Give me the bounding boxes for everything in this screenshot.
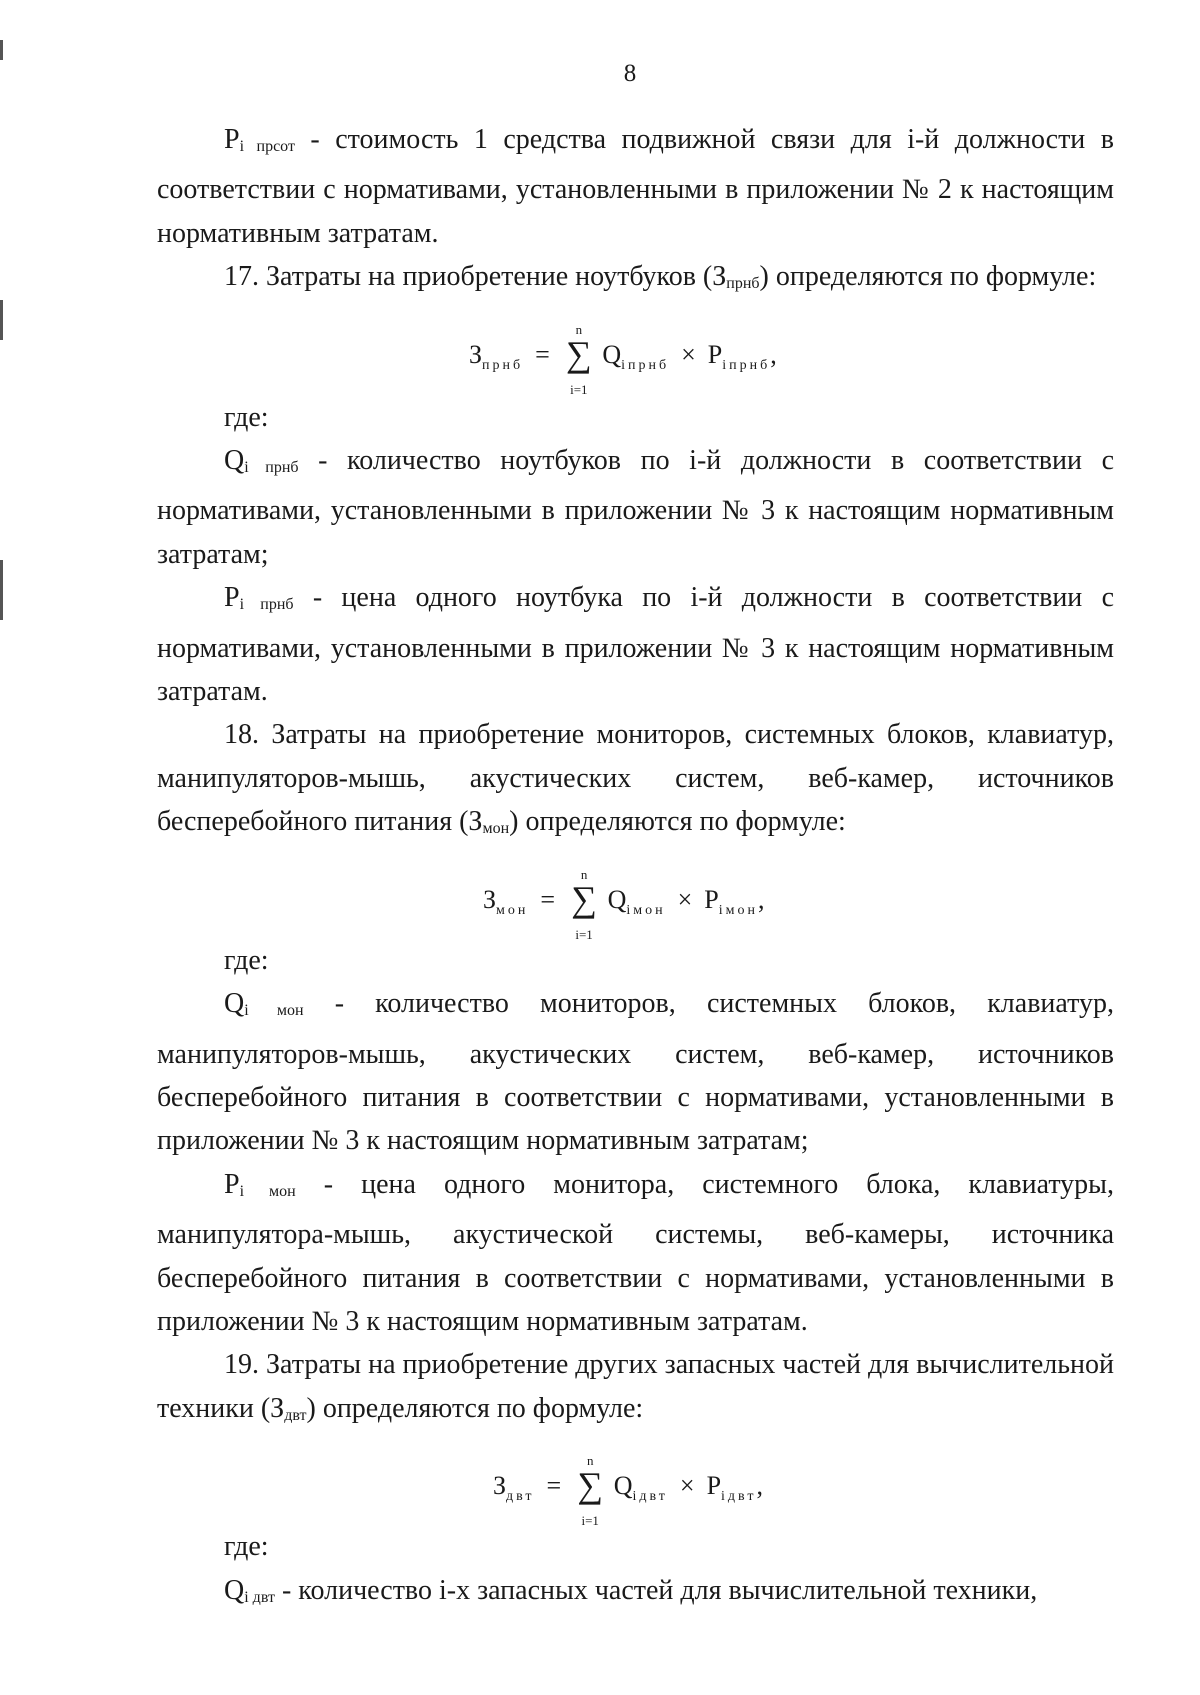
sum-symbol: n ∑ i=1 [571,866,597,942]
symbol: P [224,124,240,155]
formula-monitors: $З_{мон}$ = n ∑ i=1 $Q_{iмон} \times P_{iмон}$, [483,866,765,942]
scan-edge-mark-middle [0,300,3,340]
document-body [157,118,1114,1619]
cost-subscript: мон [482,820,510,838]
paragraph-19: 19. Затраты на приобретение других запасных частей для вычислительной техники $(З_{двт})$ определяются по формуле: [157,1349,1114,1424]
scan-edge-mark-lower [0,560,3,620]
sum-symbol: n ∑ i=1 [577,1453,604,1529]
page-number: 8 [623,60,637,87]
paragraph-p-prsot [157,118,1114,255]
formula-laptops: $З_{прнб}$ = n ∑ i=1 $Q_{iпрнб} \times P_{iпрнб}$, [469,321,777,397]
where-label-3: где: [224,1531,269,1563]
cost-subscript: прнб [726,275,760,293]
where-label-1: где: [224,401,269,433]
scan-edge-mark-top [0,40,3,60]
sum-symbol: n ∑ i=1 [565,321,592,397]
paragraph-18: 18. Затраты на приобретение мониторов, системных блоков, клавиатур, манипуляторов-мышь, акустических систем, веб-камер, источников бесперебойного питания $(З_{мон})$ определяются по формуле: [157,719,1114,838]
paragraph-17: 17. Затраты на приобретение ноутбуков $(З_{прнб})$ определяются по формуле: [224,261,1097,293]
formula-spare-parts: $З_{двт}$ = n ∑ i=1 $Q_{iдвт} \times P_{iдвт}$, [493,1453,763,1529]
symbol-subscript: i прсот [239,138,295,155]
paragraph-q-prnb: $Q_{i прнб}$ - количество ноутбуков по i-й должности в соответствии с нормативами, установленными в приложении № 3 к настоящим нормативным затратам; [157,445,1114,570]
paragraph-p-mon: $P_{i мон}$ - цена одного монитора, системного блока, клавиатуры, манипулятора-мышь, акустической системы, веб-камеры, источника бесперебойного питания в соответствии с нормативами, установленными в приложении № 3 к настоящим нормативным затратам. [157,1168,1114,1337]
paragraph-p-prnb: $P_{i прнб}$ - цена одного ноутбука по i-й должности в соответствии с нормативами, установленными в приложении № 3 к настоящим нормативным затратам. [157,582,1114,708]
cost-subscript: двт [284,1406,307,1424]
paragraph-q-mon: $Q_{i мон}$ - количество мониторов, системных блоков, клавиатур, манипуляторов-мышь, акустических систем, веб-камер, источников бесперебойного питания в соответствии с нормативами, установленными в приложении № 3 к настоящим нормативным затратам; [157,988,1114,1157]
paragraph-text: - стоимость 1 средства подвижной связи для i-й должности в соответствии с нормативами, установленными в приложении № 2 к настоящим нормативным затратам. [157,124,1114,249]
where-label-2: где: [224,944,269,976]
paragraph-q-dvt: $Q_{i двт}$ - количество i-х запасных частей для вычислительной техники, [224,1574,1038,1606]
